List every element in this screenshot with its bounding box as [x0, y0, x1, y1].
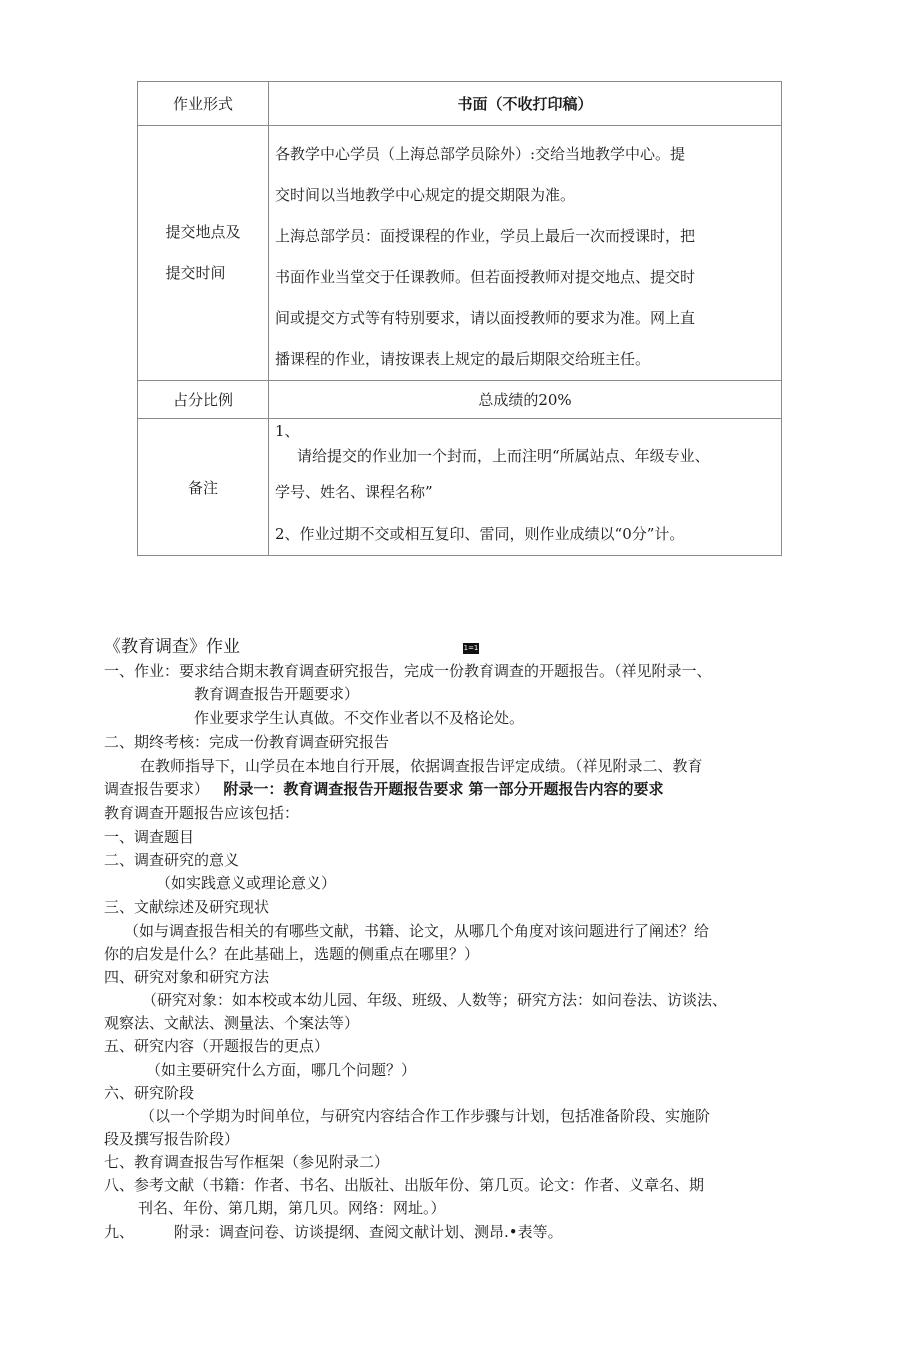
row-value-weight: 总成绩的20%: [269, 381, 782, 419]
value-line: 间或提交方式等有特别要求，请以面授教师的要求为准。网上直: [275, 309, 696, 327]
key-line: 提交时间: [165, 264, 226, 282]
appendix-heading: 附录一：教育调查报告开题报告要求 第一部分开题报告内容的要求: [223, 780, 664, 798]
section-heading: 六、研究阶段: [104, 1084, 195, 1102]
text-line: 教育调查报告开题要求）: [194, 685, 360, 703]
row-value-notes: [269, 419, 782, 556]
table-row: [138, 381, 782, 419]
text-line: （以一个学期为时间单位，与研究内容结合作工作步骤与计划，包括准备阶段、实施阶: [140, 1107, 711, 1125]
table-row: [138, 126, 782, 381]
text-span: 调查报告要求）: [104, 780, 210, 798]
text-line: 观察法、文献法、测量法、个案法等）: [104, 1014, 360, 1032]
section-heading: 三、文献综述及研究现状: [104, 898, 270, 916]
note-number: 1、: [275, 422, 300, 440]
text-span: 附录：调查问卷、访谈提纲、查阅文献计划、测昂.•表等。: [174, 1223, 563, 1241]
value-line: 播课程的作业，请按课表上规定的最后期限交给班主任。: [275, 350, 651, 368]
text-line: 一、作业：要求结合期末教育调查研究报告，完成一份教育调查的开题报告。（祥见附录一、: [104, 662, 712, 680]
note-line: 请给提交的作业加一个封而，上而注明“所属站点、年级专业、: [297, 447, 710, 465]
assignment-requirements-table: [137, 81, 782, 556]
row-key-format: 作业形式: [138, 82, 269, 126]
table-row: [138, 419, 782, 556]
row-key-weight: 占分比例: [138, 381, 269, 419]
value-line: 交时间以当地教学中心规定的提交期限为准。: [275, 186, 576, 204]
text-line: 作业要求学生认真做。不交作业者以不及格论处。: [194, 709, 525, 727]
row-value-format: 书面（不收打印稿）: [269, 82, 782, 126]
table-row: [138, 82, 782, 126]
text-line: （如与调查报告相关的有哪些文献，书籍、论文，从哪几个角度对该问题进行了阐述？给: [124, 922, 710, 940]
text-line: （如实践意义或理论意义）: [156, 874, 337, 892]
section-heading: 七、教育调查报告写作框架（参见附录二）: [104, 1153, 390, 1171]
row-key-notes: 备注: [138, 419, 269, 556]
value-line: 上海总部学员：面授课程的作业，学员上最后一次而授课时，把: [275, 227, 696, 245]
value-line: 各教学中心学员（上海总部学员除外）:交给当地教学中心。提: [275, 145, 686, 163]
text-line: 刊名、年份、第几期，第几贝。网络：网址。）: [138, 1199, 446, 1217]
text-line: 段及撰写报告阶段）: [104, 1130, 240, 1148]
note-line: 学号、姓名、课程名称”: [275, 483, 433, 501]
section-heading: 四、研究对象和研究方法: [104, 968, 270, 986]
value-line: 书面作业当堂交于任课教师。但若面授教师对提交地点、提交时: [275, 268, 696, 286]
key-line: 提交地点及: [165, 223, 241, 241]
section-heading: 二、调查研究的意义: [104, 851, 240, 869]
text-span: 九、: [104, 1223, 135, 1241]
section-heading: [104, 1221, 814, 1244]
text-line: 你的启发是什么？在此基础上，选题的侧重点在哪里？）: [104, 945, 480, 963]
section-heading: 二、期终考核：完成一份教育调查研究报告: [104, 733, 390, 751]
document-title: 《教育调查》作业: [104, 637, 240, 657]
section-heading: 一、调查题目: [104, 828, 195, 846]
text-line: 在教师指导下，山学员在本地自行开展，依据调查报告评定成绩。（祥见附录二、教育: [140, 757, 703, 775]
row-value-submission: [269, 126, 782, 381]
text-line: [104, 778, 814, 801]
text-line: （研究对象：如本校或本幼儿园、年级、班级、人数等；研究方法：如问卷法、访谈法、: [142, 991, 728, 1009]
logo-mark-icon: 1=1: [463, 644, 479, 652]
row-key-submission: [138, 126, 269, 381]
section-heading: 八、参考文献（书籍：作者、书名、出版社、出版年份、第几页。论文：作者、义章名、期: [104, 1176, 705, 1194]
section-heading: 五、研究内容（开题报告的更点）: [104, 1037, 330, 1055]
note-line: 2、作业过期不交或相互复印、雷同，则作业成绩以“0分”计。: [275, 525, 685, 543]
text-line: （如主要研究什么方面，哪几个问题？）: [146, 1061, 417, 1079]
text-line: 教育调查开题报告应该包括：: [104, 804, 300, 822]
